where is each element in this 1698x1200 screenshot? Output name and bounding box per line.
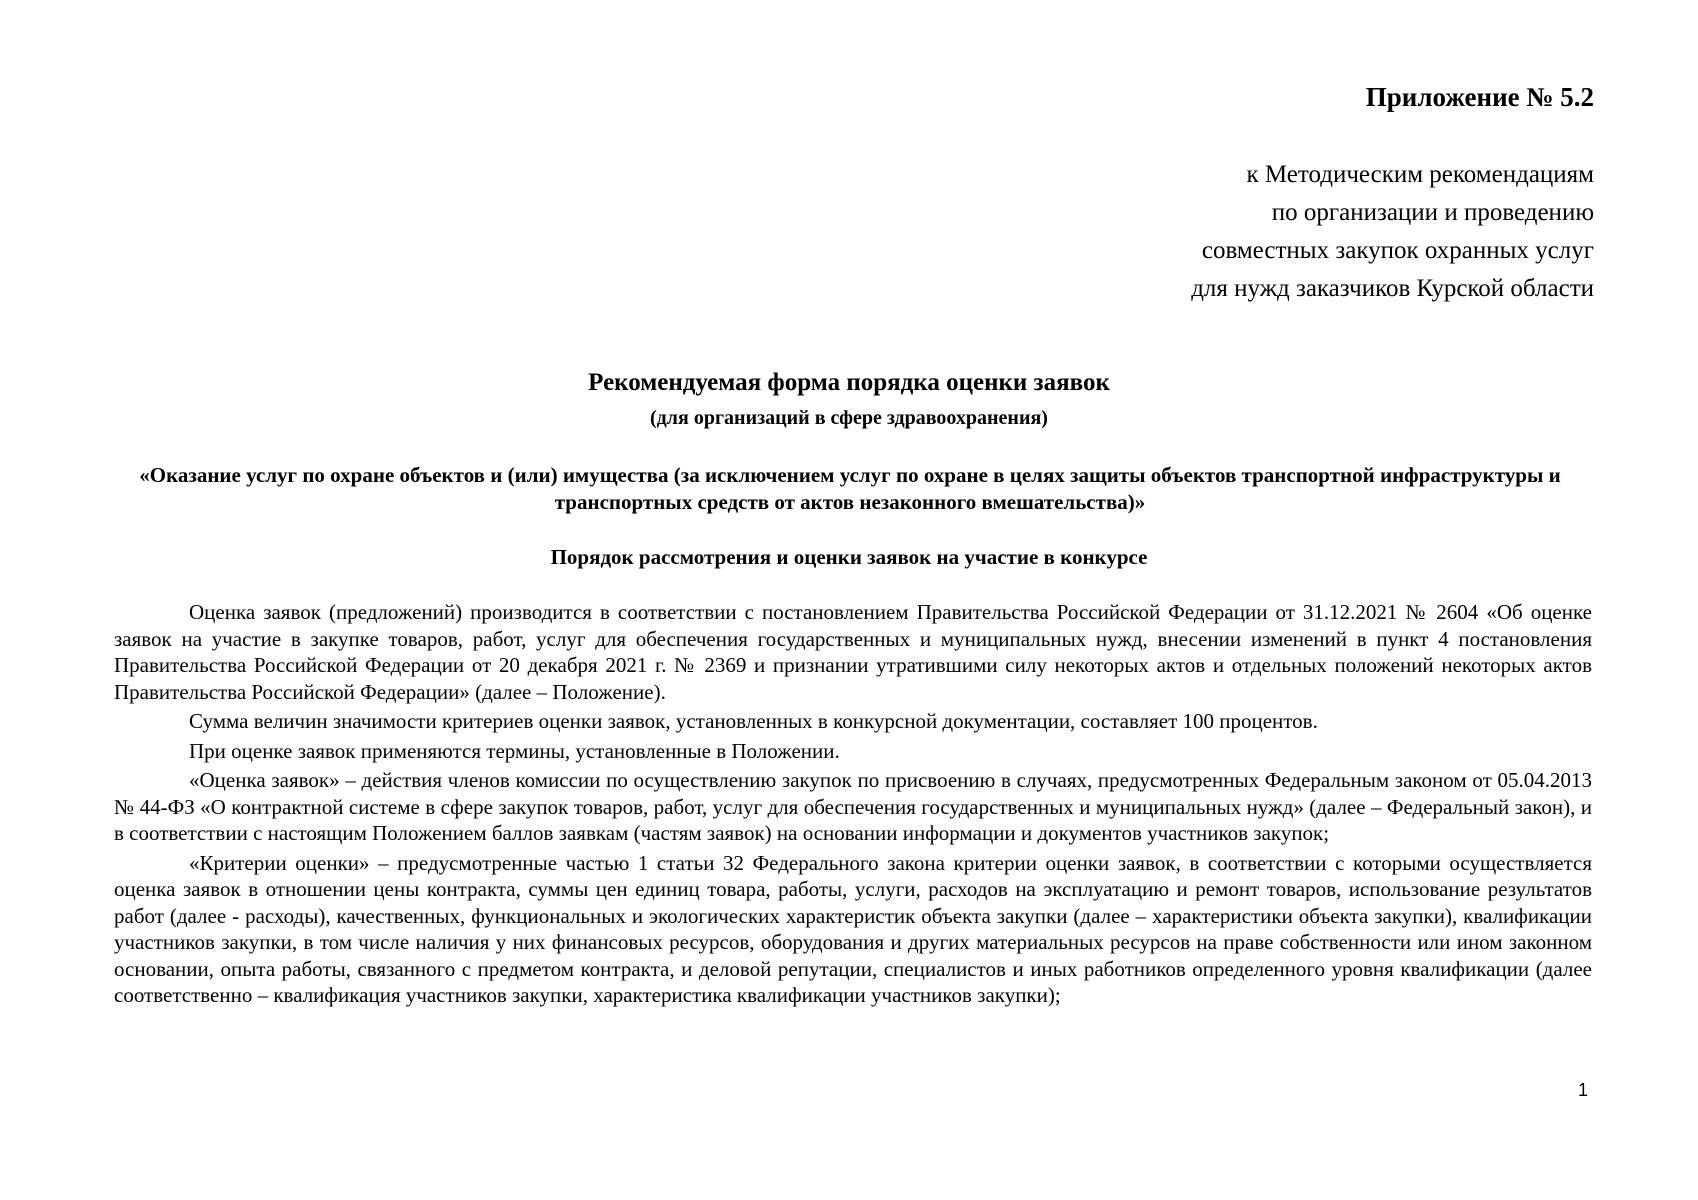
form-subtitle: (для организаций в сфере здравоохранения)	[650, 407, 1048, 429]
paragraph: «Оценка заявок» – действия членов комиссии по осуществлению закупок по присвоению в случаях, предусмотренных Федеральным законом от 05.04.2013 № 44-ФЗ «О контрактной системе в сфере закупок товаров, работ, услуг для обеспечения государственных и муниципальных нужд» (далее – Федеральный закон), и в соответствии с настоящим Положением баллов заявкам (частям заявок) на основании информации и документов участников закупок;	[114, 768, 1592, 845]
reference-line: совместных закупок охранных услуг	[1201, 237, 1594, 264]
form-title: Рекомендуемая форма порядка оценки заявок	[588, 369, 1110, 396]
page-number: 1	[1577, 1080, 1588, 1100]
appendix-title: Приложение № 5.2	[1365, 82, 1594, 112]
reference-line: для нужд заказчиков Курской области	[1191, 275, 1594, 302]
service-name: «Оказание услуг по охране объектов и (или) имущества (за исключением услуг по охране в целях защиты объектов транспортной инфраструктуры и транспортных средств от актов незаконного вмешательства)»	[139, 463, 1561, 514]
paragraph: «Критерии оценки» – предусмотренные частью 1 статьи 32 Федерального закона критерии оценки заявок, в соответствии с которыми осуществляется оценка заявок в отношении цены контракта, суммы цен единиц товара, работы, услуги, расходов на эксплуатацию и ремонт товаров, использование результатов работ (далее - расходы), качественных, функциональных и экологических характеристик объекта закупки (далее – характеристики объекта закупки), квалификации участников закупки, в том числе наличия у них финансовых ресурсов, оборудования и других материальных ресурсов на праве собственности или ином законном основании, опыта работы, связанного с предметом контракта, и деловой репутации, специалистов и иных работников определенного уровня квалификации (далее соответственно – квалификация участников закупки, характеристика квалификации участников закупки);	[114, 850, 1592, 1007]
appendix-reference	[1191, 156, 1594, 308]
paragraph: Сумма величин значимости критериев оценки заявок, установленных в конкурсной документации, составляет 100 процентов.	[189, 709, 1318, 733]
paragraph: Оценка заявок (предложений) производится в соответствии с постановлением Правительства Российской Федерации от 31.12.2021 № 2604 «Об оценке заявок на участие в закупке товаров, работ, услуг для обеспечения государственных и муниципальных нужд, внесении изменений в пункт 4 постановления Правительства Российской Федерации от 20 декабря 2021 г. № 2369 и признании утратившими силу некоторых актов и отдельных положений некоторых актов Правительства Российской Федерации» (далее – Положение).	[114, 600, 1592, 704]
reference-line: по организации и проведению	[1271, 199, 1594, 226]
reference-line: к Методическим рекомендациям	[1246, 161, 1594, 188]
paragraph: При оценке заявок применяются термины, установленные в Положении.	[189, 738, 840, 763]
body-text	[114, 599, 1592, 1012]
section-heading: Порядок рассмотрения и оценки заявок на участие в конкурсе	[550, 545, 1148, 569]
